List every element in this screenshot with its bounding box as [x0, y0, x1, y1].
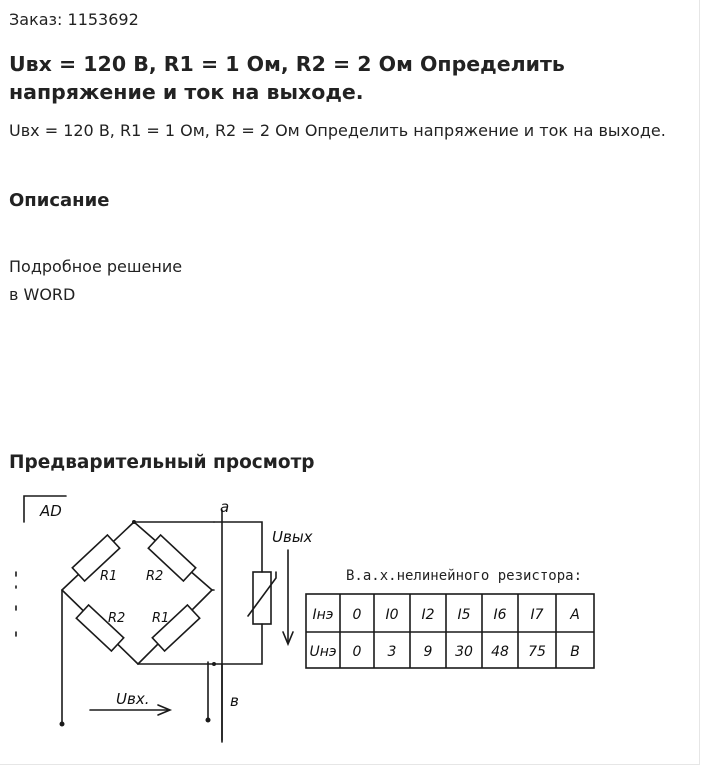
resistor-label: R1 — [152, 611, 170, 626]
preview-heading: Предварительный просмотр — [9, 452, 315, 473]
corner-label: AD — [40, 502, 62, 520]
table-cell: 3 — [387, 644, 397, 660]
problem-statement: Uвх = 120 В, R1 = 1 Ом, R2 = 2 Ом Определить напряжение и ток на выходе. — [9, 121, 666, 140]
table-cell: I5 — [457, 607, 471, 623]
table-cell: 0 — [352, 607, 362, 623]
table-cell: 9 — [423, 644, 433, 660]
table-cell: Iнэ — [312, 607, 334, 623]
page-title: Uвх = 120 В, R1 = 1 Ом, R2 = 2 Ом Определить напряжение и ток на выходе. — [9, 52, 565, 104]
description-line: Подробное решение — [9, 257, 183, 276]
circuit-scheme — [0, 484, 699, 764]
order-number: Заказ: 1153692 — [9, 10, 139, 29]
table-cell: А — [570, 607, 580, 623]
table-cell: 0 — [352, 644, 362, 660]
node-a-label: a — [220, 498, 230, 516]
resistor-label: R2 — [108, 611, 126, 626]
node-b-label: в — [230, 692, 239, 710]
resistor-label: R2 — [146, 569, 164, 584]
table-cell: 48 — [491, 644, 509, 660]
table-cell: 30 — [455, 644, 473, 660]
description-line: в WORD — [9, 285, 76, 304]
table-cell: В — [570, 644, 580, 660]
table-cell: I2 — [421, 607, 435, 623]
u-out-label: Uвых — [272, 528, 313, 546]
table-caption: В.а.х.нелинейного резистора: — [346, 568, 583, 584]
table-cell: I0 — [385, 607, 399, 623]
u-in-label: Uвх. — [116, 690, 150, 708]
table-cell: 75 — [528, 644, 546, 660]
table-cell: I6 — [493, 607, 507, 623]
iv-table — [306, 594, 594, 668]
table-cell: Uнэ — [309, 644, 337, 660]
description-heading: Описание — [9, 190, 110, 211]
preview-image — [0, 484, 699, 764]
resistor-label: R1 — [100, 569, 118, 584]
description-text — [9, 253, 182, 309]
table-cell: I7 — [530, 607, 544, 623]
